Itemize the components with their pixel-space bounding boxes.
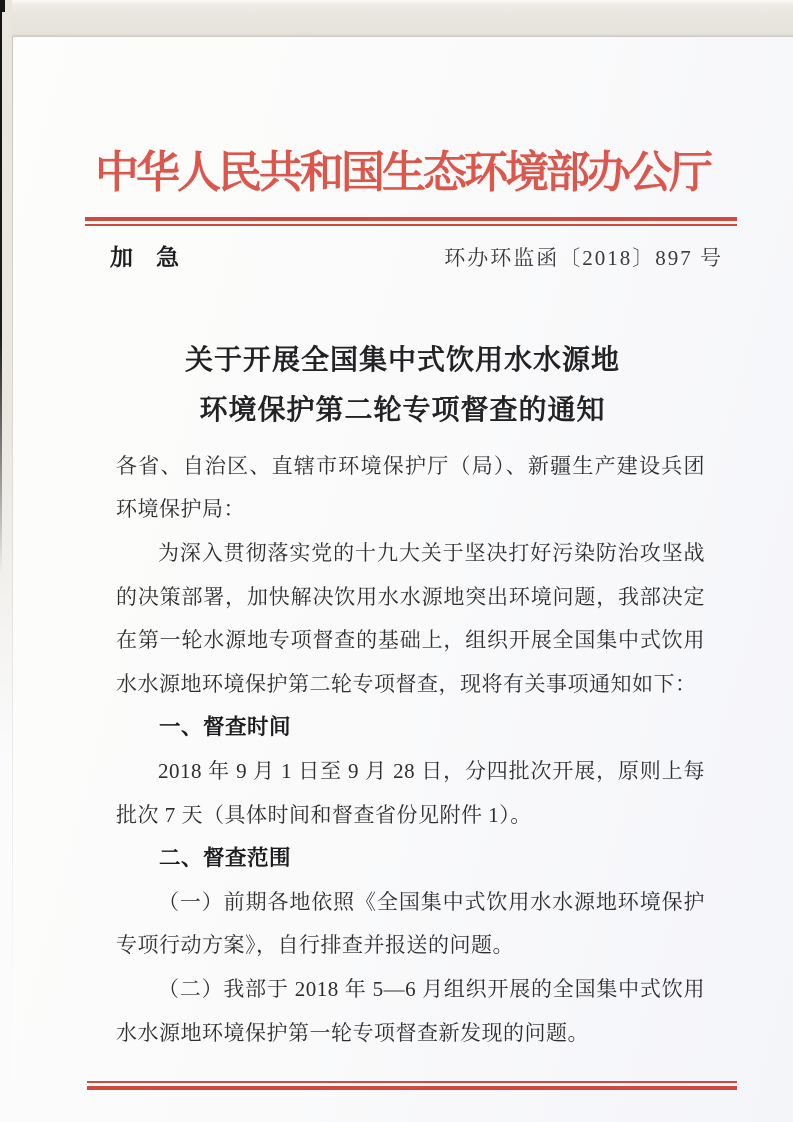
intro-paragraph: 为深入贯彻落实党的十九大关于坚决打好污染防治攻坚战的决策部署，加快解决饮用水水源地突出环境问题，我部决定在第一轮水源地专项督查的基础上，组织开展全国集中式饮用水水源地环境保护第二轮专项督查，现将有关事项通知如下：	[116, 540, 705, 696]
document-title-line-2: 环境保护第二轮专项督查的通知	[199, 394, 606, 426]
section-2-paragraph-2: （二）我部于 2018 年 5—6 月组织开展的全国集中式饮用水水源地环境保护第一轮专项督查新发现的问题。	[116, 976, 705, 1045]
document-number: 环办环监函〔2018〕897 号	[444, 245, 723, 270]
letterhead-divider	[85, 217, 737, 226]
footer-divider	[87, 1081, 737, 1090]
scan-edge-artifact	[0, 0, 2, 700]
section-2-heading: 二、督查范围	[159, 846, 292, 871]
paper-edge-shadow	[12, 37, 13, 1037]
document-body	[116, 445, 705, 1055]
scan-corner-artifact	[0, 0, 5, 12]
letterhead-title: 中华人民共和国生态环境部办公厅	[95, 148, 710, 197]
document-meta-row	[85, 239, 737, 272]
document-title	[12, 336, 793, 436]
section-1-heading: 一、督查时间	[159, 715, 292, 740]
urgency-label: 加 急	[110, 243, 179, 270]
document-paper	[12, 37, 793, 1122]
divider-thick-rule	[87, 1086, 737, 1090]
salutation: 各省、自治区、直辖市环境保护厅（局）、新疆生产建设兵团环境保护局：	[116, 453, 705, 522]
document-title-line-1: 关于开展全国集中式饮用水水源地	[184, 344, 620, 376]
section-1-paragraph: 2018 年 9 月 1 日至 9 月 28 日，分四批次开展，原则上每批次 7 天（具体时间和督查省份见附件 1）。	[116, 758, 705, 827]
divider-thin-rule	[85, 224, 737, 226]
scanner-background-top	[0, 0, 793, 37]
section-2-paragraph-1: （一）前期各地依照《全国集中式饮用水水源地环境保护专项行动方案》，自行排查并报送的问题。	[116, 889, 705, 958]
